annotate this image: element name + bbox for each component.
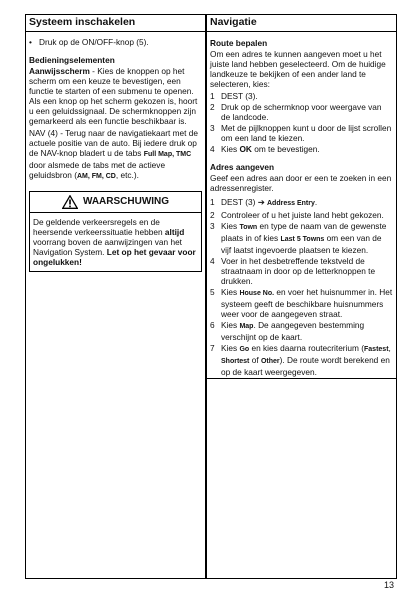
divider-line — [207, 378, 396, 379]
term-aanwijsscherm: Aanwijsscherm — [29, 66, 90, 76]
step-text: DEST (3) ➔ Address Entry. — [221, 197, 318, 207]
screen-label: Go — [239, 346, 250, 353]
screen-label: House No. — [239, 290, 275, 297]
list-item — [210, 91, 393, 101]
step-text: Druk op de schermknop voor weergave van de landcode. — [221, 102, 382, 122]
right-column — [206, 14, 397, 579]
warning-title: WAARSCHUWING — [82, 196, 170, 207]
intro-adres: Geef een adres aan door er een te zoeken in een adressenregister. — [210, 173, 392, 193]
warning-text: voorrang boven de aanwijzingen van het Navigation System. — [33, 237, 182, 257]
step-text: Voer in het desbetreffende tekstveld de straatnaam in door op de letterknoppen te drukken. — [221, 256, 376, 286]
paragraph-aanwijsscherm — [29, 66, 202, 126]
subheading-route-bepalen: Route bepalen — [210, 38, 268, 48]
list-item — [210, 221, 393, 255]
warning-body — [30, 213, 201, 271]
step-number: 3 — [210, 123, 215, 133]
list-item — [210, 144, 393, 154]
left-column — [25, 14, 206, 579]
step-number: 1 — [210, 197, 215, 207]
step-text: Kies Go en kies daarna routecriterium (Fastest, Shortest of Other). De route wordt berekend en op de kaart weergegeven. — [221, 343, 391, 377]
paragraph-text: door alsmede de tabs met de actieve geluidsbron ( — [29, 160, 166, 180]
paragraph-text: NAV (4) - Terug naar de navigatiekaart met de actuele positie van de auto. Bij iedere druk op de NAV-knop bladert u de tabs — [29, 128, 198, 158]
bullet-icon: • — [29, 37, 32, 47]
screen-label: Map — [239, 323, 254, 330]
list-item — [210, 210, 393, 220]
warning-header — [30, 192, 201, 213]
step-text: Kies House No. en voer het huisnummer in. Het systeem geeft de beschikbare huisnummers weer voor de aangegeven straat. — [221, 287, 393, 319]
subheading-bedieningselementen: Bedieningselementen — [29, 55, 115, 65]
paragraph-nav — [29, 128, 202, 182]
intro-route: Om een adres te kunnen aangeven moet u het juiste land hebben geselecteerd. Om de huidige landkeuze te bekijken of een ander land te selecteren, kies: — [210, 49, 386, 89]
list-item — [210, 287, 393, 319]
subheading-adres-aangeven: Adres aangeven — [210, 162, 275, 172]
list-item — [210, 123, 393, 143]
section-title-navigatie: Navigatie — [207, 15, 396, 32]
screen-label: Address Entry — [267, 200, 315, 207]
step-number: 2 — [210, 102, 215, 112]
screen-label: Other — [260, 358, 280, 365]
paragraph-text: , etc.). — [115, 170, 139, 180]
bullet-text: Druk op de ON/OFF-knop (5). — [39, 37, 149, 47]
section-title-systeem: Systeem inschakelen — [26, 15, 205, 32]
warning-emphasis: altijd — [164, 227, 185, 237]
list-item — [210, 102, 393, 122]
step-number: 7 — [210, 343, 215, 353]
step-number: 1 — [210, 91, 215, 101]
screen-label: Last 5 Towns — [280, 236, 325, 243]
screen-label: Shortest — [221, 358, 250, 365]
list-item — [210, 256, 393, 286]
step-number: 5 — [210, 287, 215, 297]
step-number: 6 — [210, 320, 215, 330]
screen-label: Full Map, TMC — [143, 151, 192, 158]
step-number: 4 — [210, 256, 215, 266]
step-number: 3 — [210, 221, 215, 231]
bullet-item — [29, 37, 202, 47]
step-number: 4 — [210, 144, 215, 154]
warning-triangle-icon — [62, 195, 78, 209]
paragraph-text: - Kies de knoppen op het scherm om een keuze te bevestigen, een functie te starten of een submenu te openen. Als een knop op het scherm gekozen is, hoort u een geluidssignaal. De schermknoppen zijn gemarkeerd als een functie beschikbaar is. — [29, 66, 198, 126]
list-item — [210, 320, 393, 342]
warning-text: De geldende verkeersregels en de heersende verkeerssituatie hebben — [33, 217, 165, 237]
list-item — [210, 343, 393, 377]
step-text: Kies Town en type de naam van de gewenste plaats in of kies Last 5 Towns om een van de vijf laatst ingevoerde plaatsen te kiezen. — [221, 221, 387, 255]
address-steps-list — [210, 197, 393, 377]
warning-emphasis: Let op het gevaar voor ongelukken! — [33, 247, 196, 267]
step-text: Controleer of u het juiste land hebt gekozen. — [221, 210, 384, 220]
screen-label: Town — [239, 224, 258, 231]
screen-label: AM, FM, CD — [76, 173, 116, 180]
list-item — [210, 197, 393, 209]
step-text: Kies Map. De aangegeven bestemming verschijnt op de kaart. — [221, 320, 365, 342]
warning-box — [29, 191, 202, 272]
step-number: 2 — [210, 210, 215, 220]
route-steps-list — [210, 91, 393, 154]
ok-label: OK — [239, 144, 252, 154]
page-number: 13 — [383, 580, 394, 590]
screen-label: Fastest — [364, 346, 389, 353]
step-text: Met de pijlknoppen kunt u door de lijst scrollen om een land te kiezen. — [221, 123, 392, 143]
step-text: Kies OK om te bevestigen. — [221, 144, 320, 154]
step-text: DEST (3). — [221, 91, 258, 101]
